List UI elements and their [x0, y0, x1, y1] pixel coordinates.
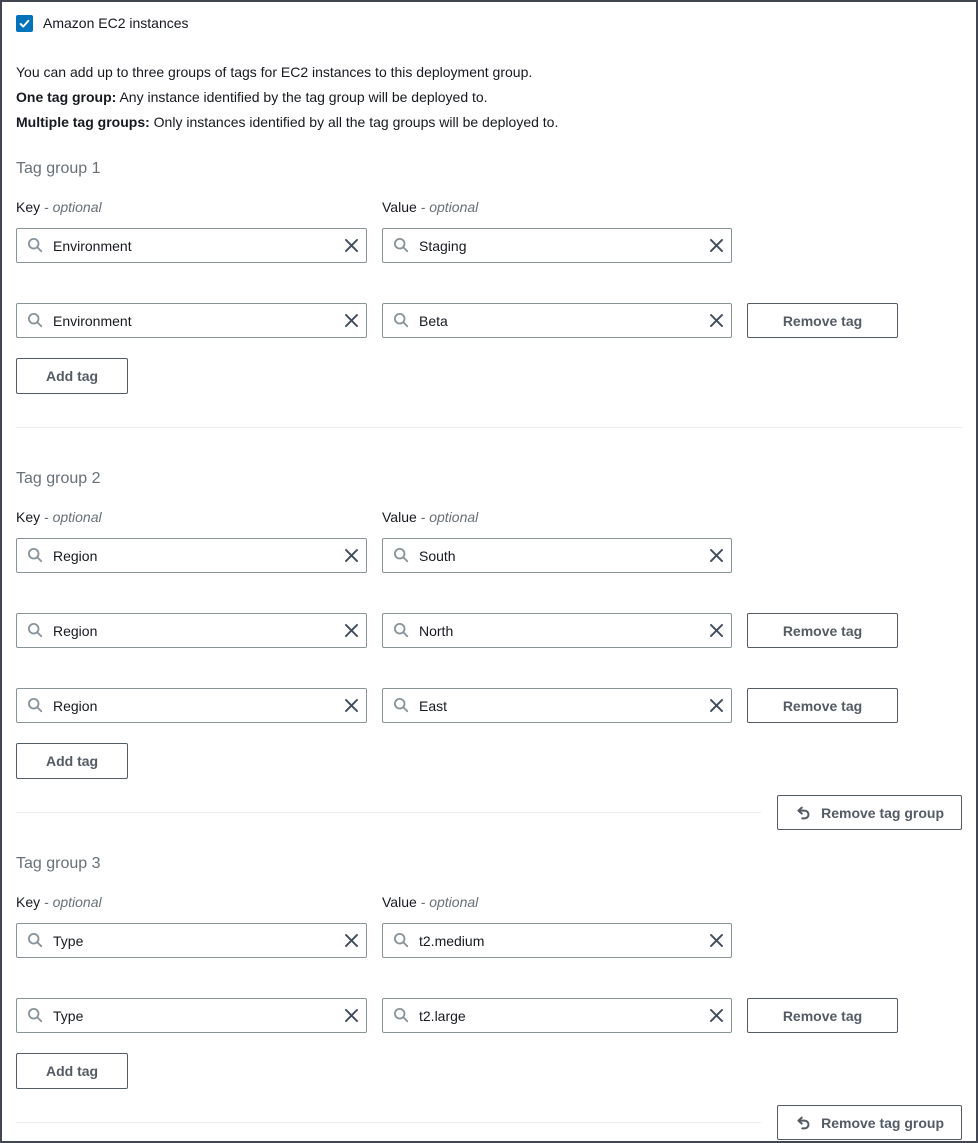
value-input-wrap: [382, 228, 732, 263]
tag-row: [16, 538, 962, 573]
clear-x-icon[interactable]: [708, 237, 725, 254]
description-line1: You can add up to three groups of tags for EC2 instances to this deployment group.: [16, 64, 533, 80]
amazon-ec2-instances-checkbox[interactable]: [16, 15, 33, 32]
tag-group-section: [16, 469, 962, 830]
tag-group-footer: [16, 795, 962, 830]
clear-x-icon[interactable]: [708, 1007, 725, 1024]
column-headers: [16, 894, 962, 911]
value-input[interactable]: [382, 303, 732, 338]
undo-arrow-icon: [795, 805, 811, 821]
divider: [16, 812, 761, 813]
clear-x-icon[interactable]: [708, 697, 725, 714]
remove-tag-button[interactable]: Remove tag: [747, 998, 898, 1033]
value-input-wrap: [382, 688, 732, 723]
clear-x-icon[interactable]: [343, 312, 360, 329]
tag-rows: [16, 538, 962, 723]
clear-x-icon[interactable]: [343, 1007, 360, 1024]
clear-x-icon[interactable]: [343, 622, 360, 639]
clear-x-icon[interactable]: [343, 547, 360, 564]
key-column-header: Key - optional: [16, 199, 102, 215]
remove-tag-button[interactable]: Remove tag: [747, 303, 898, 338]
value-input[interactable]: [382, 923, 732, 958]
column-headers: [16, 199, 962, 216]
key-input[interactable]: [16, 923, 367, 958]
value-input[interactable]: [382, 613, 732, 648]
value-optional-label: - optional: [420, 894, 479, 910]
value-input[interactable]: [382, 538, 732, 573]
tag-group-footer: [16, 410, 962, 445]
key-input[interactable]: [16, 688, 367, 723]
value-input-wrap: [382, 613, 732, 648]
description-line3-rest: Only instances identified by all the tag groups will be deployed to.: [149, 114, 559, 130]
clear-x-icon[interactable]: [708, 622, 725, 639]
clear-x-icon[interactable]: [708, 547, 725, 564]
key-input[interactable]: [16, 228, 367, 263]
key-column-header: Key - optional: [16, 509, 102, 525]
key-optional-label: - optional: [44, 894, 102, 910]
key-input-wrap: [16, 613, 367, 648]
key-input-wrap: [16, 923, 367, 958]
clear-x-icon[interactable]: [708, 932, 725, 949]
key-column-header: Key - optional: [16, 894, 102, 910]
add-tag-button[interactable]: Add tag: [16, 743, 128, 779]
divider: [16, 427, 962, 428]
value-input-wrap: [382, 998, 732, 1033]
tag-row: [16, 998, 962, 1033]
key-input-wrap: [16, 228, 367, 263]
clear-x-icon[interactable]: [343, 932, 360, 949]
tag-group-section: [16, 159, 962, 445]
undo-arrow-icon: [795, 1115, 811, 1131]
tag-rows: [16, 228, 962, 338]
key-input-wrap: [16, 303, 367, 338]
clear-x-icon[interactable]: [343, 237, 360, 254]
tag-row: [16, 228, 962, 263]
tag-row: [16, 303, 962, 338]
column-headers: [16, 509, 962, 526]
key-input-wrap: [16, 688, 367, 723]
key-optional-label: - optional: [44, 199, 102, 215]
checkbox-label: Amazon EC2 instances: [43, 15, 189, 31]
tag-group-footer: [16, 1105, 962, 1140]
value-input[interactable]: [382, 998, 732, 1033]
remove-tag-group-label: Remove tag group: [821, 1114, 944, 1131]
tag-group-title: Tag group 3: [16, 855, 101, 872]
remove-tag-button[interactable]: Remove tag: [747, 613, 898, 648]
tag-group-title: Tag group 2: [16, 470, 101, 487]
value-input-wrap: [382, 538, 732, 573]
value-input-wrap: [382, 923, 732, 958]
value-optional-label: - optional: [420, 509, 479, 525]
description-text: [16, 60, 962, 135]
add-tag-button[interactable]: Add tag: [16, 1053, 128, 1089]
divider: [16, 1122, 761, 1123]
tag-rows: [16, 923, 962, 1033]
value-column-header: Value - optional: [382, 894, 479, 910]
clear-x-icon[interactable]: [708, 312, 725, 329]
tag-group-section: [16, 854, 962, 1140]
add-tag-button[interactable]: Add tag: [16, 358, 128, 394]
description-line2-bold: One tag group:: [16, 89, 117, 105]
key-input[interactable]: [16, 613, 367, 648]
checkmark-icon: [18, 17, 31, 30]
key-input[interactable]: [16, 303, 367, 338]
remove-tag-group-button[interactable]: [777, 795, 962, 830]
key-optional-label: - optional: [44, 509, 102, 525]
tag-row: [16, 923, 962, 958]
key-input[interactable]: [16, 538, 367, 573]
tag-row: [16, 613, 962, 648]
remove-tag-group-button[interactable]: [777, 1105, 962, 1140]
tag-row: [16, 688, 962, 723]
value-column-header: Value - optional: [382, 509, 479, 525]
remove-tag-group-label: Remove tag group: [821, 804, 944, 821]
value-optional-label: - optional: [420, 199, 479, 215]
key-input-wrap: [16, 998, 367, 1033]
description-line3-bold: Multiple tag groups:: [16, 114, 150, 130]
value-input[interactable]: [382, 688, 732, 723]
description-line2-rest: Any instance identified by the tag group will be deployed to.: [116, 89, 488, 105]
tag-groups: [16, 159, 962, 1140]
remove-tag-button[interactable]: Remove tag: [747, 688, 898, 723]
key-input[interactable]: [16, 998, 367, 1033]
value-input[interactable]: [382, 228, 732, 263]
tag-group-title: Tag group 1: [16, 160, 101, 177]
value-column-header: Value - optional: [382, 199, 479, 215]
value-input-wrap: [382, 303, 732, 338]
key-input-wrap: [16, 538, 367, 573]
clear-x-icon[interactable]: [343, 697, 360, 714]
amazon-ec2-instances-option: [16, 13, 962, 33]
